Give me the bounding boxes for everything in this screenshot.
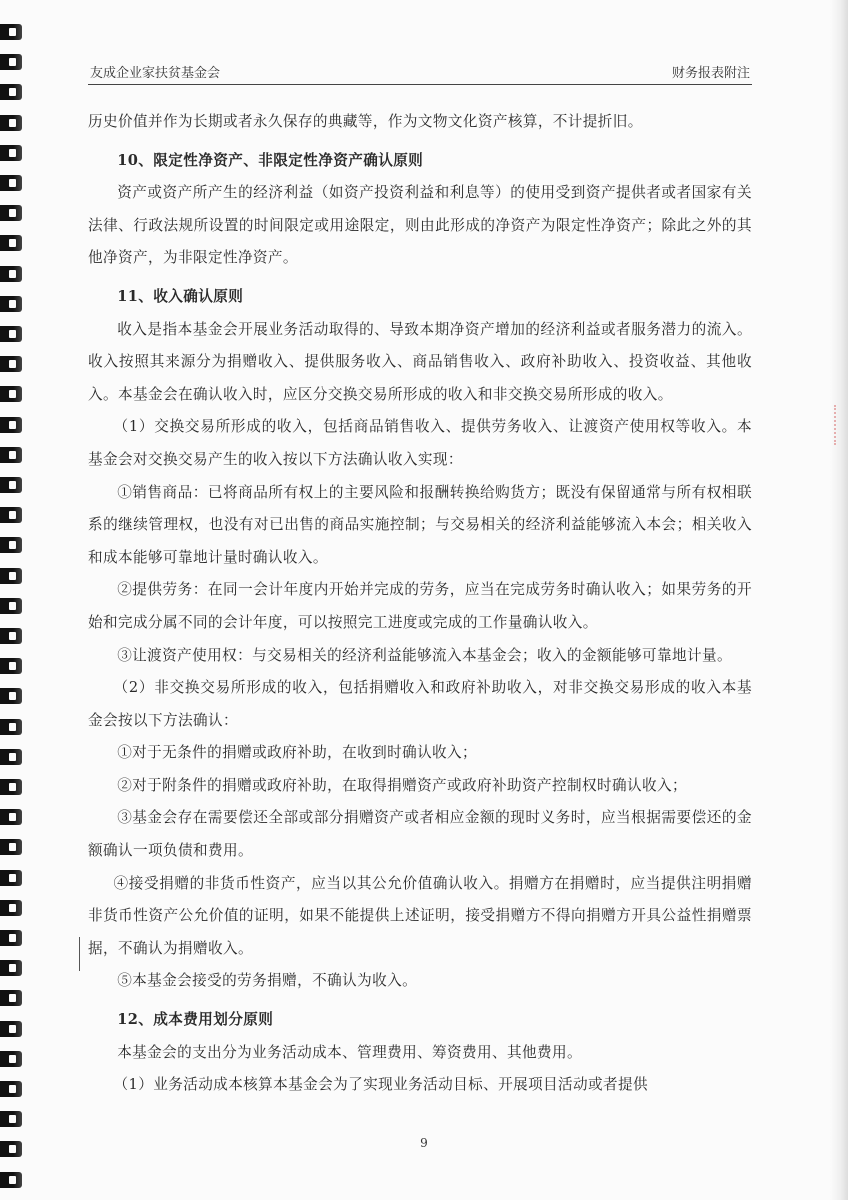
binding-ring [0, 24, 22, 40]
binding-ring [0, 296, 22, 312]
paragraph-history: 历史价值并作为长期或者永久保存的典藏等，作为文物文化资产核算，不计提折旧。 [88, 113, 643, 130]
paragraph-11-2-conditional: ②对于附条件的捐赠或政府补助，在取得捐赠资产或政府补助资产控制权时确认收入； [117, 776, 687, 794]
binding-ring [0, 779, 22, 795]
binding-ring [0, 235, 22, 251]
paragraph-11-1-asset-use: ③让渡资产使用权：与交易相关的经济利益能够流入本基金会；收入的金额能够可靠地计量。 [117, 646, 732, 664]
binding-ring [0, 719, 22, 735]
paragraph-11-1-sales: ①销售商品：已将商品所有权上的主要风险和报酬转换给购货方；既没有保留通常与所有权相联系的继续管理权，也没有对已出售的商品实施控制；与交易相关的经济利益能够流入本会；相关收入和成本能够可靠地计量时确认收入。 [88, 483, 752, 566]
binding-ring [0, 749, 22, 765]
paragraph-12-1: （1）业务活动成本核算本基金会为了实现业务活动目标、开展项目活动或者提供 [113, 1076, 649, 1094]
binding-ring [0, 809, 22, 825]
header-rule [88, 84, 752, 85]
binding-ring [0, 205, 22, 221]
binding-ring [0, 990, 22, 1006]
binding-ring [0, 839, 22, 855]
paragraph-11-2-noncash: ④接受捐赠的非货币性资产，应当以其公允价值确认收入。捐赠方在捐赠时，应当提供注明捐赠非货币性资产公允价值的证明，如果不能提供上述证明，接受捐赠方不得向捐赠方开具公益性捐赠票据，不确认为捐赠收入。 [88, 874, 752, 957]
binding-ring [0, 115, 22, 131]
paragraph-11-2-unconditional: ①对于无条件的捐赠或政府补助，在收到时确认收入； [117, 744, 478, 762]
binding-ring [0, 870, 22, 886]
paragraph-10: 资产或资产所产生的经济利益（如资产投资利益和利息等）的使用受到资产提供者或者国家有关法律、行政法规所设置的时间限定或用途限定，则由此形成的净资产为限定性净资产；除此之外的其他净资产，为非限定性净资产。 [88, 184, 752, 267]
binding-ring [0, 507, 22, 523]
heading-12: 12、成本费用划分原则 [117, 1011, 274, 1029]
header-org-name: 友成企业家扶贫基金会 [90, 66, 221, 81]
binding-ring [0, 537, 22, 553]
heading-11: 11、收入确认原则 [117, 287, 244, 305]
binding-ring [0, 1051, 22, 1067]
page-number: 9 [420, 1136, 428, 1150]
paragraph-12-intro: 本基金会的支出分为业务活动成本、管理费用、筹资费用、其他费用。 [117, 1043, 582, 1061]
paragraph-11-2: （2）非交换交易所形成的收入，包括捐赠收入和政府补助收入，对非交换交易形成的收入本基金会按以下方法确认： [88, 679, 752, 729]
paragraph-11-intro: 收入是指本基金会开展业务活动取得的、导致本期净资产增加的经济利益或者服务潜力的流入。收入按照其来源分为捐赠收入、提供服务收入、商品销售收入、政府补助收入、投资收益、其他收入。本基金会在确认收入时，应区分交换交易所形成的收入和非交换交易所形成的收入。 [88, 320, 752, 403]
binding-ring [0, 960, 22, 976]
binding-ring [0, 386, 22, 402]
binding-ring [0, 598, 22, 614]
paragraph-11-1: （1）交换交易所形成的收入，包括商品销售收入、提供劳务收入、让渡资产使用权等收入。本基金会对交换交易产生的收入按以下方法确认收入实现： [88, 418, 752, 468]
paragraph-11-2-liability: ③基金会存在需要偿还全部或部分捐赠资产或者相应金额的现时义务时，应当根据需要偿还的金额确认一项负债和费用。 [88, 809, 752, 860]
binding-ring [0, 477, 22, 493]
binding-ring [0, 658, 22, 674]
binding-ring [0, 266, 22, 282]
document-body [88, 106, 752, 1102]
binding-ring [0, 447, 22, 463]
binding-ring [0, 356, 22, 372]
binding-ring [0, 145, 22, 161]
paragraph-11-1-services: ②提供劳务：在同一会计年度内开始并完成的劳务，应当在完成劳务时确认收入；如果劳务的开始和完成分属不同的会计年度，可以按照完工进度或完成的工作量确认收入。 [88, 581, 752, 631]
heading-10: 10、限定性净资产、非限定性净资产确认原则 [117, 151, 424, 169]
binding-ring [0, 628, 22, 644]
header-doc-section: 财务报表附注 [671, 66, 750, 81]
margin-mark [79, 937, 80, 971]
binding-ring [0, 326, 22, 342]
binding-ring [0, 900, 22, 916]
binding-ring [0, 84, 22, 100]
binding-ring [0, 688, 22, 704]
binding-ring [0, 1081, 22, 1097]
binding-ring [0, 1172, 22, 1188]
binding-ring [0, 930, 22, 946]
binding-ring [0, 1021, 22, 1037]
binding-ring [0, 568, 22, 584]
binding-ring [0, 417, 22, 433]
spiral-binding [0, 0, 22, 1200]
binding-ring [0, 54, 22, 70]
seal-fragment [834, 405, 846, 445]
binding-ring [0, 1111, 22, 1127]
paragraph-11-2-labor: ⑤本基金会接受的劳务捐赠，不确认为收入。 [117, 972, 418, 990]
binding-ring [0, 175, 22, 191]
page-edge-shadow [830, 0, 848, 1200]
